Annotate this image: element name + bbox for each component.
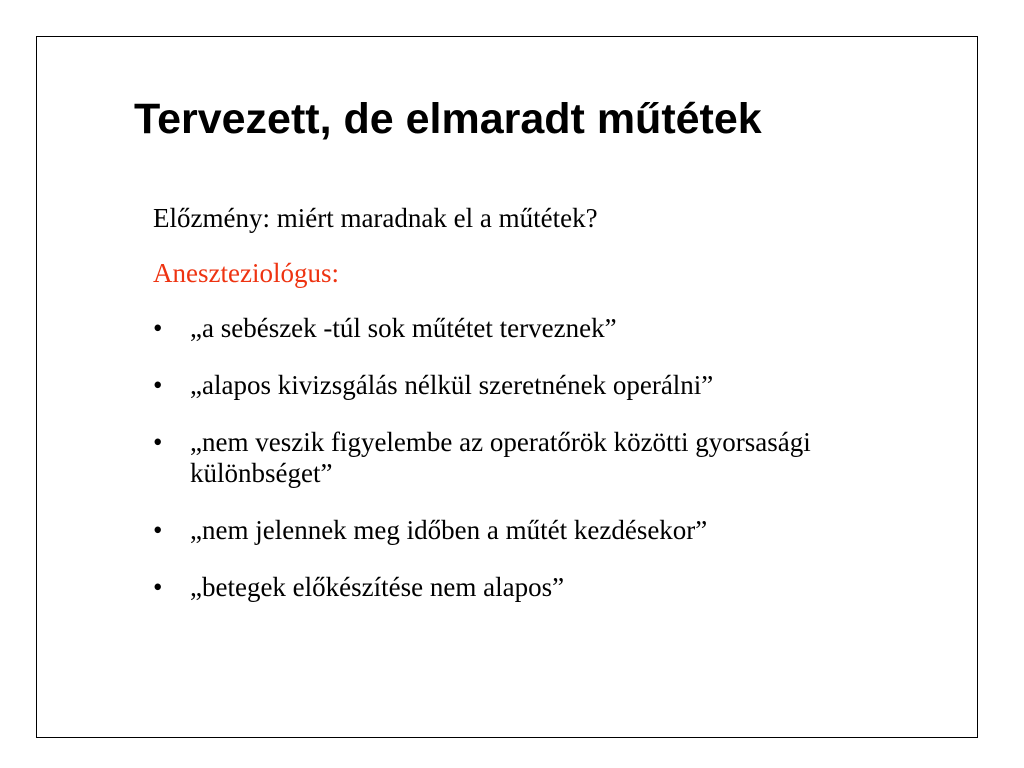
list-item xyxy=(153,313,953,344)
list-item xyxy=(153,572,953,603)
bullet-icon: • xyxy=(153,572,163,602)
list-item-text: „alapos kivizsgálás nélkül szeretnének operálni” xyxy=(190,370,714,400)
slide-body xyxy=(153,203,953,629)
list-item-text: „nem veszik figyelembe az operatőrök közötti gyorsasági különbséget” xyxy=(190,427,811,488)
bullet-icon: • xyxy=(153,515,163,545)
subheading-anesthesiologist: Aneszteziológus: xyxy=(153,258,339,288)
bullet-icon: • xyxy=(153,427,163,457)
bullet-icon: • xyxy=(153,313,163,343)
list-item xyxy=(153,427,953,489)
slide-frame xyxy=(36,36,978,738)
list-item-text: „nem jelennek meg időben a műtét kezdésekor” xyxy=(190,515,708,545)
intro-text: Előzmény: miért maradnak el a műtétek? xyxy=(153,203,598,233)
slide-title: Tervezett, de elmaradt műtétek xyxy=(134,95,762,143)
quote-list xyxy=(153,313,953,603)
list-item-text: „betegek előkészítése nem alapos” xyxy=(190,572,565,602)
bullet-icon: • xyxy=(153,370,163,400)
list-item-text: „a sebészek -túl sok műtétet terveznek” xyxy=(190,313,617,343)
list-item xyxy=(153,370,953,401)
list-item xyxy=(153,515,953,546)
